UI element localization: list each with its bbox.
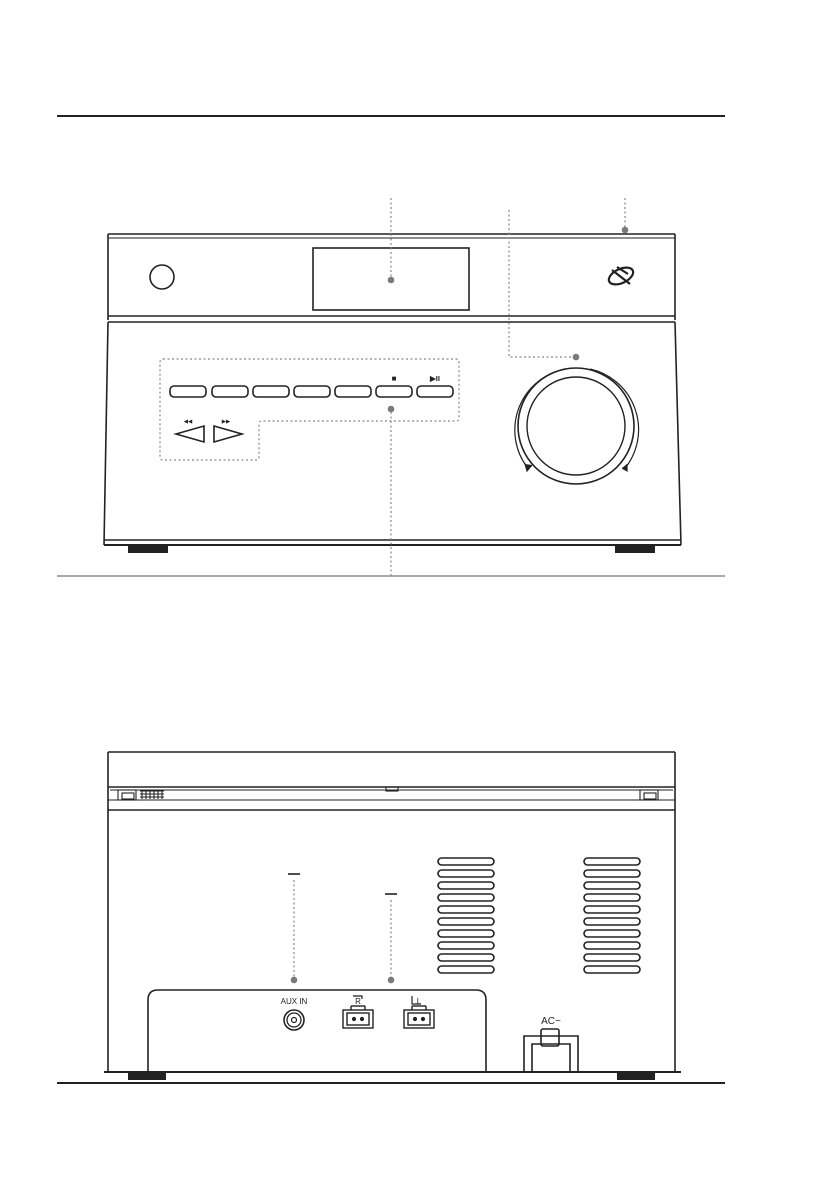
left-speaker-label: L xyxy=(416,997,422,1006)
aux-in-label: AUX IN xyxy=(280,997,308,1006)
front-right-foot xyxy=(615,546,655,553)
brand-logo-icon xyxy=(606,264,635,288)
rear-panel xyxy=(104,752,681,1072)
rear-view xyxy=(57,752,725,1083)
rear-callout-dots xyxy=(291,977,395,984)
volume-knob[interactable] xyxy=(518,368,634,484)
front-view xyxy=(57,116,725,576)
next-icon: ▶▶ xyxy=(221,419,231,425)
rotation-arrows-icon xyxy=(515,369,639,471)
previous-button[interactable] xyxy=(176,426,204,442)
callout-volume-dot xyxy=(573,354,580,361)
power-button[interactable] xyxy=(150,265,174,289)
right-speaker-terminal[interactable] xyxy=(343,1006,373,1028)
preset-button-3[interactable] xyxy=(253,386,289,397)
rear-callout-lines xyxy=(294,880,391,978)
callout-display-dot xyxy=(388,277,395,284)
ac-power-inlet[interactable] xyxy=(524,1029,578,1072)
stop-button[interactable] xyxy=(376,386,412,397)
preset-button-4[interactable] xyxy=(294,386,330,397)
callout-top-dot xyxy=(622,227,629,234)
rear-right-foot xyxy=(617,1073,655,1080)
callout-buttons-dot xyxy=(388,406,395,413)
connector-panel xyxy=(148,990,486,1072)
vent-left xyxy=(438,858,494,973)
rear-hinges xyxy=(118,787,658,800)
play-pause-button[interactable] xyxy=(417,386,453,397)
aux-in-jack[interactable] xyxy=(284,1010,304,1030)
preset-button-5[interactable] xyxy=(335,386,371,397)
rear-left-foot xyxy=(128,1073,166,1080)
left-speaker-terminal[interactable] xyxy=(404,1006,434,1028)
right-speaker-label: R xyxy=(355,997,361,1006)
ac-power-label: AC~ xyxy=(541,1016,561,1027)
front-left-foot xyxy=(128,546,168,553)
callout-lines xyxy=(391,198,625,576)
next-button[interactable] xyxy=(214,426,242,442)
previous-icon: ◀◀ xyxy=(183,419,193,425)
button-group-outline xyxy=(160,359,459,460)
callout-dots xyxy=(388,227,629,413)
stop-icon: ■ xyxy=(391,374,397,383)
play-pause-icon: ▶II xyxy=(430,374,440,383)
preset-button-1[interactable] xyxy=(170,386,206,397)
preset-button-2[interactable] xyxy=(212,386,248,397)
button-row xyxy=(170,386,453,397)
vent-right xyxy=(584,858,640,973)
